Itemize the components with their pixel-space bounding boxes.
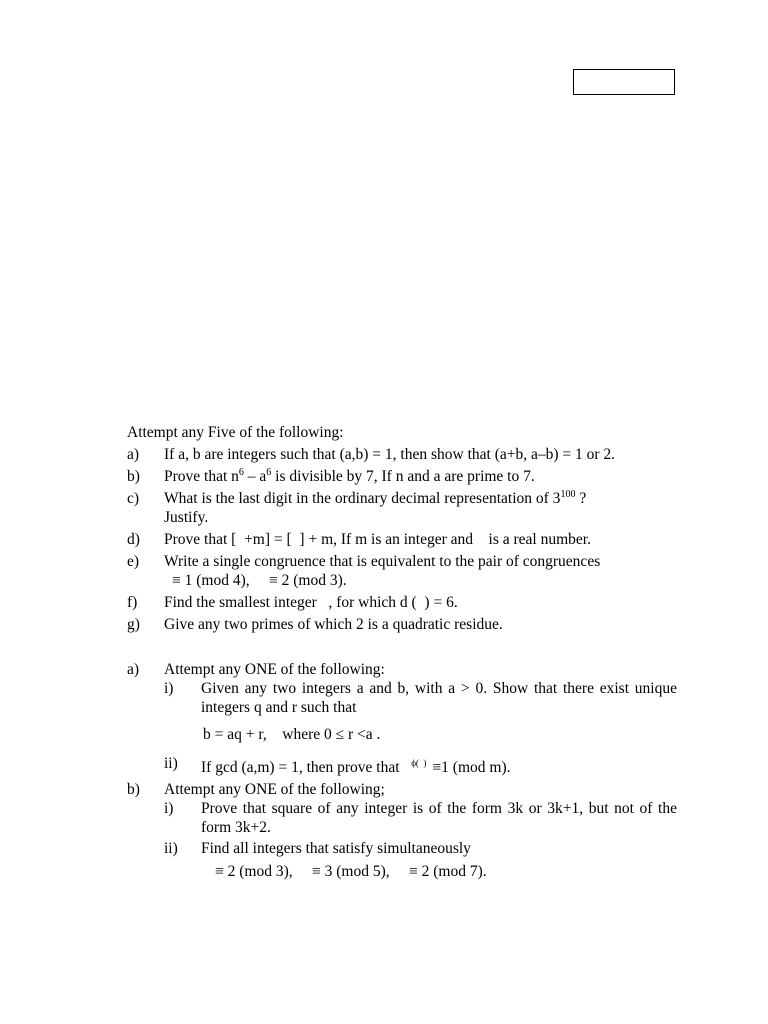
- question-1: [127, 423, 677, 637]
- item-label: d): [127, 531, 140, 548]
- question-2a-ii: [164, 754, 677, 777]
- item-text: Prove that [ +m] = [ ] + m, If m is an integer and is a real number.: [164, 531, 591, 548]
- exponent: 100: [560, 488, 576, 500]
- item-label: a): [127, 446, 140, 463]
- exponent: 6: [238, 466, 244, 478]
- item-continuation: Justify.: [164, 509, 209, 526]
- item-text: If a, b are integers such that (a,b) = 1, then show that (a+b, a–b) = 1 or 2.: [164, 446, 616, 463]
- phi-exponent: ϕ( ): [411, 758, 427, 768]
- question-1g: [127, 615, 677, 634]
- question-1-heading: Attempt any Five of the following:: [127, 424, 344, 441]
- item-label: f): [127, 594, 138, 611]
- question-2a: [127, 660, 677, 777]
- question-1a: [127, 445, 677, 464]
- item-label: g): [127, 616, 140, 633]
- seat-number-box: [573, 69, 675, 95]
- question-2b-ii: [164, 839, 677, 881]
- item-label: b): [127, 468, 140, 485]
- section-heading: Attempt any ONE of the following:: [164, 661, 385, 678]
- item-label: e): [127, 553, 140, 570]
- item-text: Give any two primes of which 2 is a quadratic residue.: [164, 616, 503, 633]
- equation: b = aq + r, where 0 ≤ r <a .: [203, 726, 381, 743]
- question-1e: [127, 552, 677, 590]
- item-text: Write a single congruence that is equivalent to the pair of congruences: [164, 553, 601, 570]
- item-label: b): [127, 781, 140, 798]
- question-2: [127, 660, 677, 884]
- item-text: What is the last digit in the ordinary decimal representation of $3^{100}$ ?: [164, 488, 587, 507]
- item-continuation: ≡ 1 (mod 4), ≡ 2 (mod 3).: [172, 572, 347, 589]
- sub-text: Find all integers that satisfy simultaneously: [201, 840, 471, 857]
- sub-label: ii): [164, 840, 178, 857]
- question-1c: [127, 489, 677, 527]
- section-heading: Attempt any ONE of the following;: [164, 781, 385, 798]
- item-text: Find the smallest integer , for which d ( ) = 6.: [164, 594, 458, 611]
- sub-text: If gcd (a,m) = 1, then prove that $^{\phi( )}$ ≡1 (mod m).: [201, 758, 511, 776]
- question-2b: [127, 780, 677, 881]
- exponent: 6: [266, 466, 272, 478]
- congruence-system: ≡ 2 (mod 3), ≡ 3 (mod 5), ≡ 2 (mod 7).: [215, 863, 487, 880]
- question-1d: [127, 530, 677, 549]
- question-2b-i: [164, 799, 677, 837]
- sub-label: ii): [164, 755, 178, 772]
- question-1f: [127, 593, 677, 612]
- item-text: Prove that $n^6 - a^6$ is divisible by 7, If n and a are prime to 7.: [164, 466, 535, 485]
- question-1b: [127, 467, 677, 486]
- sub-text: Prove that square of any integer is of the form 3k or 3k+1, but not of the form 3k+2.: [201, 800, 677, 836]
- item-label: a): [127, 661, 140, 678]
- sub-label: i): [164, 800, 174, 817]
- sub-label: i): [164, 680, 174, 697]
- sub-text: Given any two integers a and b, with a > 0. Show that there exist unique integers q and r such that: [201, 680, 677, 716]
- question-2a-i: [164, 679, 677, 744]
- item-label: c): [127, 490, 140, 507]
